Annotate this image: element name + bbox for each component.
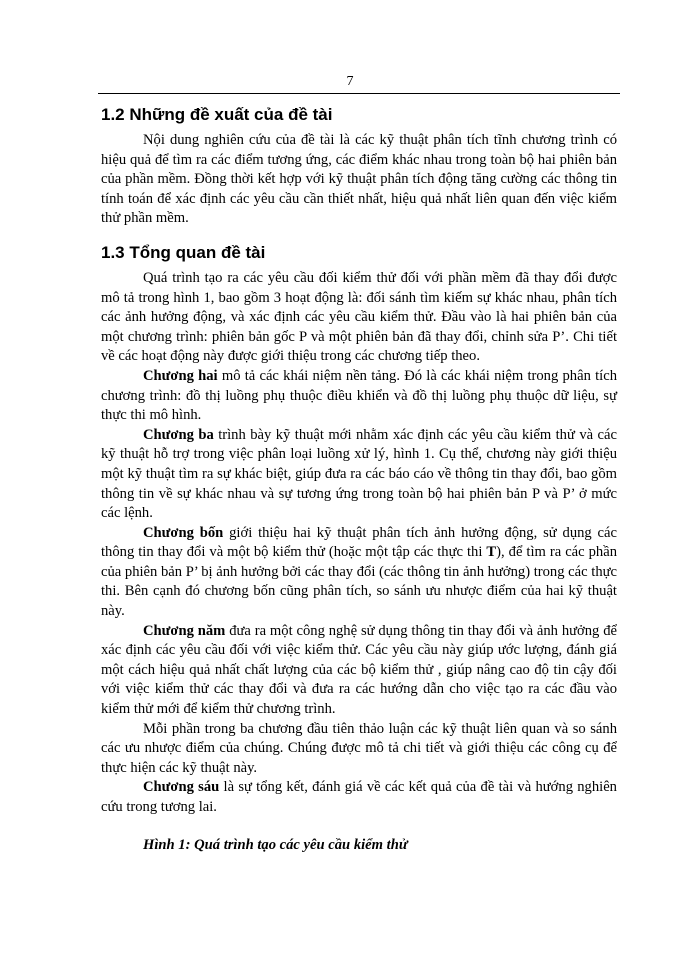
chapter-six-text: là sự tổng kết, đánh giá về các kết quả của đề tài và hướng nghiên cứu trong tương lai. xyxy=(101,779,617,815)
chapter-six-label: Chương sáu xyxy=(143,779,220,796)
chapter-three-paragraph xyxy=(101,426,617,524)
chapter-five-text: đưa ra một công nghệ sử dụng thông tin thay đổi và ảnh hưởng để xác định các yêu cầu đối với việc kiểm thử. Các yêu cầu này giúp ước lượng, đánh giá một cách hiệu quả nhất chất lượng của các bộ kiểm thử , giúp nâng cao độ tin cậy đối với việc kiểm thử các thay đổi và đưa ra các hướng dẫn cho việc tạo ra các đầu vào kiểm thử mới để kiểm thử chương trình. xyxy=(101,622,617,718)
page-content xyxy=(101,103,617,855)
figure-caption: Hình 1: Quá trình tạo các yêu cầu kiểm thử xyxy=(143,836,408,853)
chapter-four-text-b: ), để tìm ra các phần của phiên bản P’ bị ảnh hưởng bởi các thay đổi (các thông tin ảnh hưởng) trong các thực thi. Bên cạnh đó chương bốn cũng phân tích, so sánh ưu nhược điểm của hai kỹ thuật này. xyxy=(101,544,618,620)
chapter-four-T: T xyxy=(486,544,497,561)
chapter-four-text-a: giới thiệu hai kỹ thuật phân tích ảnh hưởng động, sử dụng các thông tin thay đổi và một bộ kiểm thử (hoặc một tập các thực thi xyxy=(101,524,617,561)
summary-paragraph: Mỗi phần trong ba chương đầu tiên thảo luận các kỹ thuật liên quan và so sánh các ưu nhược điểm của chúng. Chúng được mô tả chi tiết và giới thiệu các công cụ để thực hiện các kỹ thuật này. xyxy=(101,720,617,776)
chapter-three-text: trình bày kỹ thuật mới nhằm xác định các yêu cầu kiểm thử và các kỹ thuật hỗ trợ trong việc phân loại luồng xử lý, hình 1. Cụ thể, chương này giới thiệu một kỹ thuật tìm ra sự khác biệt, giúp đưa ra các báo cáo về thông tin thay đổi, bao gồm thông tin về sự khác nhau và sự tương ứng trong toàn bộ hai phiên bản P và P’ ở mức các lệnh. xyxy=(101,426,617,522)
chapter-two-text: mô tả các khái niệm nền tảng. Đó là các khái niệm trong phân tích chương trình: đồ thị luồng phụ thuộc điều khiển và đồ thị luồng phụ thuộc dữ liệu, sự thực thi mô hình. xyxy=(101,367,617,424)
header-rule xyxy=(98,93,620,94)
chapter-six-paragraph xyxy=(101,778,617,817)
chapter-five-paragraph xyxy=(101,622,617,720)
chapter-four-label: Chương bốn xyxy=(143,524,224,541)
chapter-two-paragraph xyxy=(101,367,617,426)
section-heading-1-2: 1.2 Những đề xuất của đề tài xyxy=(101,105,333,124)
section-1-3-intro: Quá trình tạo ra các yêu cầu đối kiểm thử đối với phần mềm đã thay đổi được mô tả trong hình 1, bao gồm 3 hoạt động là: đối sánh tìm kiếm sự khác nhau, phân tích các ảnh hưởng động, và xác định các yêu cầu kiểm thử. Đầu vào là hai phiên bản của một chương trình: phiên bản gốc P và một phiên bản đã thay đổi, chỉnh sửa P’. Chi tiết về các hoạt động này được giới thiệu trong các chương tiếp theo. xyxy=(101,269,617,365)
page-number: 7 xyxy=(346,74,354,89)
chapter-five-label: Chương năm xyxy=(143,622,226,639)
section-1-2-paragraph: Nội dung nghiên cứu của đề tài là các kỹ thuật phân tích tĩnh chương trình có hiệu quả để tìm ra các điểm tương ứng, các điểm khác nhau trong toàn bộ hai phiên bản của phần mềm. Đồng thời kết hợp với kỹ thuật phân tích động tăng cường các thông tin tính toán để xác định các yêu cầu cần thiết nhất, hiệu quả nhất liên quan đến việc kiểm thử phần mềm. xyxy=(101,132,617,227)
chapter-four-paragraph xyxy=(101,524,617,622)
chapter-two-label: Chương hai xyxy=(143,367,218,384)
section-heading-1-3: 1.3 Tổng quan đề tài xyxy=(101,242,266,262)
chapter-three-label: Chương ba xyxy=(143,426,214,443)
